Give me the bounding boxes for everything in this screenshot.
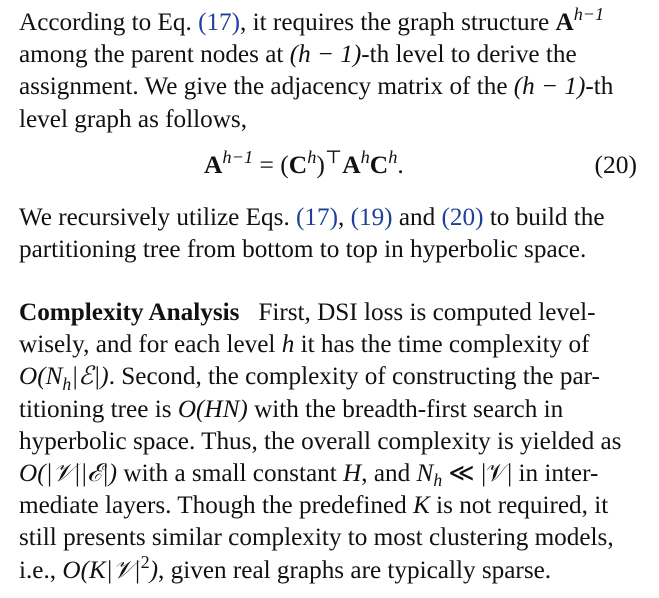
math-operator: = ( xyxy=(253,150,289,179)
equation-body xyxy=(204,146,404,180)
text-line xyxy=(19,71,639,103)
text-span: assignment. We give the adjacency matrix of the xyxy=(19,73,514,101)
math-inline: O(HN) xyxy=(177,395,248,423)
math-superscript: 2 xyxy=(140,551,150,572)
math-superscript: h−1 xyxy=(222,146,254,167)
text-line xyxy=(19,551,639,587)
equation-number: (20) xyxy=(594,150,637,179)
text-span: . Second, the complexity of constructing the par- xyxy=(108,363,600,391)
math-inline: O(N xyxy=(19,363,63,391)
text-line xyxy=(19,329,639,361)
math-inline: |ℰ|) xyxy=(71,363,109,391)
math-inline: K xyxy=(413,492,430,520)
math-inline: O(|𝒱||ℰ|) xyxy=(19,460,118,488)
math-symbol: C xyxy=(369,150,389,179)
paragraph-recursion xyxy=(19,202,639,266)
text-span: According to Eq. xyxy=(19,9,199,36)
text-span: We recursively utilize Eqs. xyxy=(19,204,297,231)
text-line: still presents similar complexity to most clustering models, xyxy=(19,524,614,552)
text-line xyxy=(19,490,639,522)
text-line: hyperbolic space. Thus, the overall complexity is yielded as xyxy=(19,427,622,455)
text-span: -th xyxy=(585,73,614,101)
text-span: is not required, it xyxy=(429,492,609,520)
text-line xyxy=(19,202,639,234)
text-span: and xyxy=(392,204,442,231)
math-superscript: h−1 xyxy=(573,4,605,25)
math-inline: N xyxy=(416,460,434,488)
text-span: First, DSI loss is computed level- xyxy=(239,299,596,326)
math-inline: (h − 1) xyxy=(289,41,362,69)
math-symbol: A xyxy=(555,9,574,36)
math-subscript: h xyxy=(62,373,72,394)
text-span: , xyxy=(338,204,351,231)
text-span: it has the time complexity of xyxy=(294,331,590,359)
text-line xyxy=(19,39,639,71)
text-span: mediate layers. Though the predefined xyxy=(19,492,413,520)
text-line xyxy=(19,4,639,39)
math-inline: H xyxy=(343,460,362,488)
text-span: ≪ |𝒱| in inter- xyxy=(442,460,599,488)
equation-ref-link[interactable]: (20) xyxy=(441,204,484,231)
text-line xyxy=(19,297,639,329)
text-span: among the parent nodes at xyxy=(19,41,290,69)
math-inline: ) xyxy=(149,556,159,584)
text-line: partitioning tree from bottom to top in hyperbolic space. xyxy=(19,236,587,264)
math-operator: ) xyxy=(316,150,325,179)
math-inline: h xyxy=(281,331,295,359)
text-span: , given real graphs are typically sparse. xyxy=(158,556,552,584)
text-span: wisely, and for each level xyxy=(19,331,282,359)
text-span: to build the xyxy=(483,204,605,231)
math-subscript: h xyxy=(433,470,443,491)
text-span: i.e., xyxy=(19,556,63,584)
display-equation xyxy=(19,146,639,190)
math-superscript: h xyxy=(307,146,317,167)
text-span: titioning tree is xyxy=(19,395,178,423)
paragraph-complexity xyxy=(19,297,639,587)
equation-ref-link[interactable]: (17) xyxy=(198,9,241,36)
equation-ref-link[interactable]: (17) xyxy=(296,204,339,231)
text-span: with a small constant xyxy=(117,460,344,488)
section-heading: Complexity Analysis xyxy=(19,299,240,326)
text-line xyxy=(19,394,639,426)
math-operator: . xyxy=(397,150,404,179)
transpose-symbol: ⊤ xyxy=(324,146,343,167)
math-symbol: A xyxy=(204,150,223,179)
math-superscript: h xyxy=(360,146,370,167)
text-span: , it requires the graph structure xyxy=(240,9,556,36)
text-span: -th level to derive the xyxy=(361,41,577,69)
text-line: level graph as follows, xyxy=(19,105,248,133)
math-symbol: A xyxy=(342,150,361,179)
equation-ref-link[interactable]: (19) xyxy=(350,204,393,231)
paragraph-assignment xyxy=(19,4,639,136)
math-inline: O(K|𝒱| xyxy=(62,556,141,584)
text-span: , and xyxy=(361,460,417,488)
text-span: with the breadth-first search in xyxy=(247,395,564,423)
math-inline: (h − 1) xyxy=(513,73,586,101)
math-superscript: h xyxy=(388,146,398,167)
math-symbol: C xyxy=(288,150,308,179)
text-line xyxy=(19,361,639,393)
text-line xyxy=(19,458,639,490)
